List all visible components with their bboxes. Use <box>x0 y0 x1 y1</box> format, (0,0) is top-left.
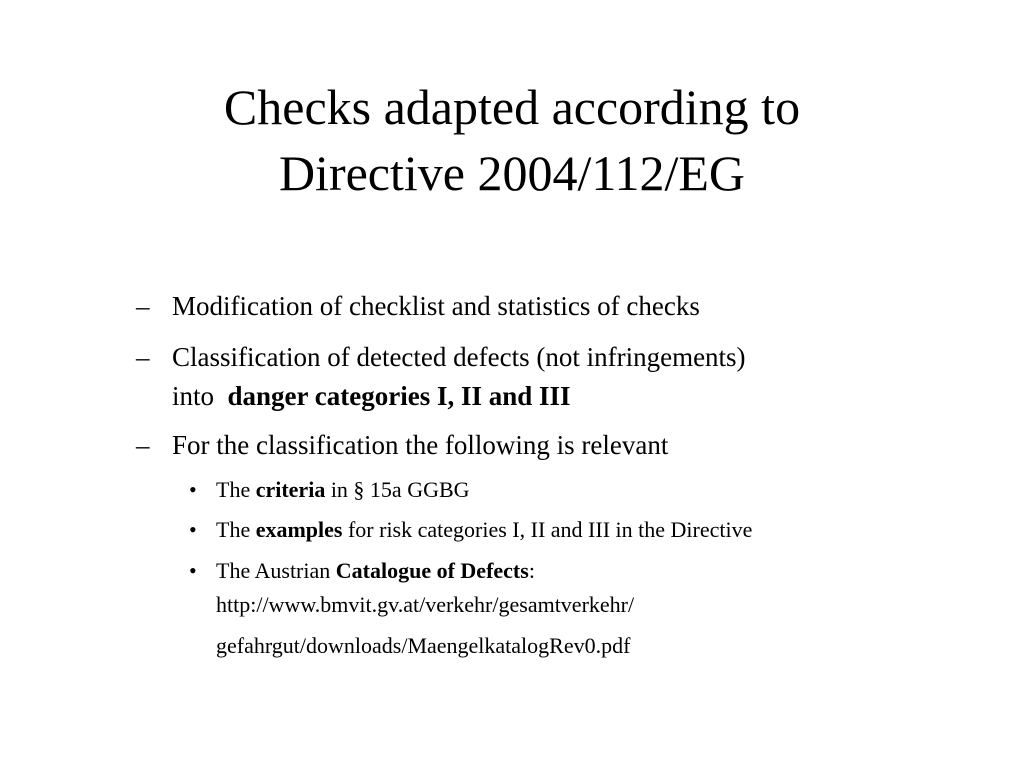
list-item-text-line-1: Classification of detected defects (not infringements) <box>172 342 746 372</box>
subitem-catalogue <box>189 553 535 589</box>
subitem-examples <box>189 512 753 548</box>
list-item-text-line-2: into <box>172 381 228 411</box>
subitem-bold: examples <box>255 517 343 542</box>
dash-bullet-icon: – <box>136 430 150 460</box>
list-item-relevant <box>136 428 669 463</box>
subitem-bold: criteria <box>255 477 326 502</box>
subitem-criteria <box>189 472 470 508</box>
bullet-icon: • <box>189 558 197 583</box>
list-item-text: For the classification the following is relevant <box>172 430 669 460</box>
danger-categories-emphasis: danger categories I, II and III <box>227 381 571 411</box>
bullet-icon: • <box>189 517 197 542</box>
title-line-1: Checks adapted according to <box>223 79 801 135</box>
subitem-suffix: : <box>528 558 535 583</box>
catalogue-url-line-1: http://www.bmvit.gv.at/verkehr/gesamtverkehr/ <box>216 592 635 617</box>
bullet-icon: • <box>189 477 197 502</box>
list-item-classification <box>136 340 746 375</box>
subitem-suffix: for risk categories I, II and III in the Directive <box>342 517 753 542</box>
list-item-text: Modification of checklist and statistics of checks <box>172 291 700 321</box>
subitem-prefix: The <box>216 517 256 542</box>
list-item-classification-continued <box>172 379 571 414</box>
dash-bullet-icon: – <box>136 291 150 321</box>
subitem-suffix: in § 15a GGBG <box>325 477 470 502</box>
subitem-prefix: The <box>216 477 256 502</box>
title-line-2: Directive 2004/112/EG <box>278 145 746 201</box>
subitem-prefix: The Austrian <box>216 558 336 583</box>
list-item-modification <box>136 289 700 324</box>
catalogue-url-line-2: gefahrgut/downloads/MaengelkatalogRev0.pdf <box>216 633 631 658</box>
dash-bullet-icon: – <box>136 342 150 372</box>
subitem-bold: Catalogue of Defects <box>335 558 529 583</box>
